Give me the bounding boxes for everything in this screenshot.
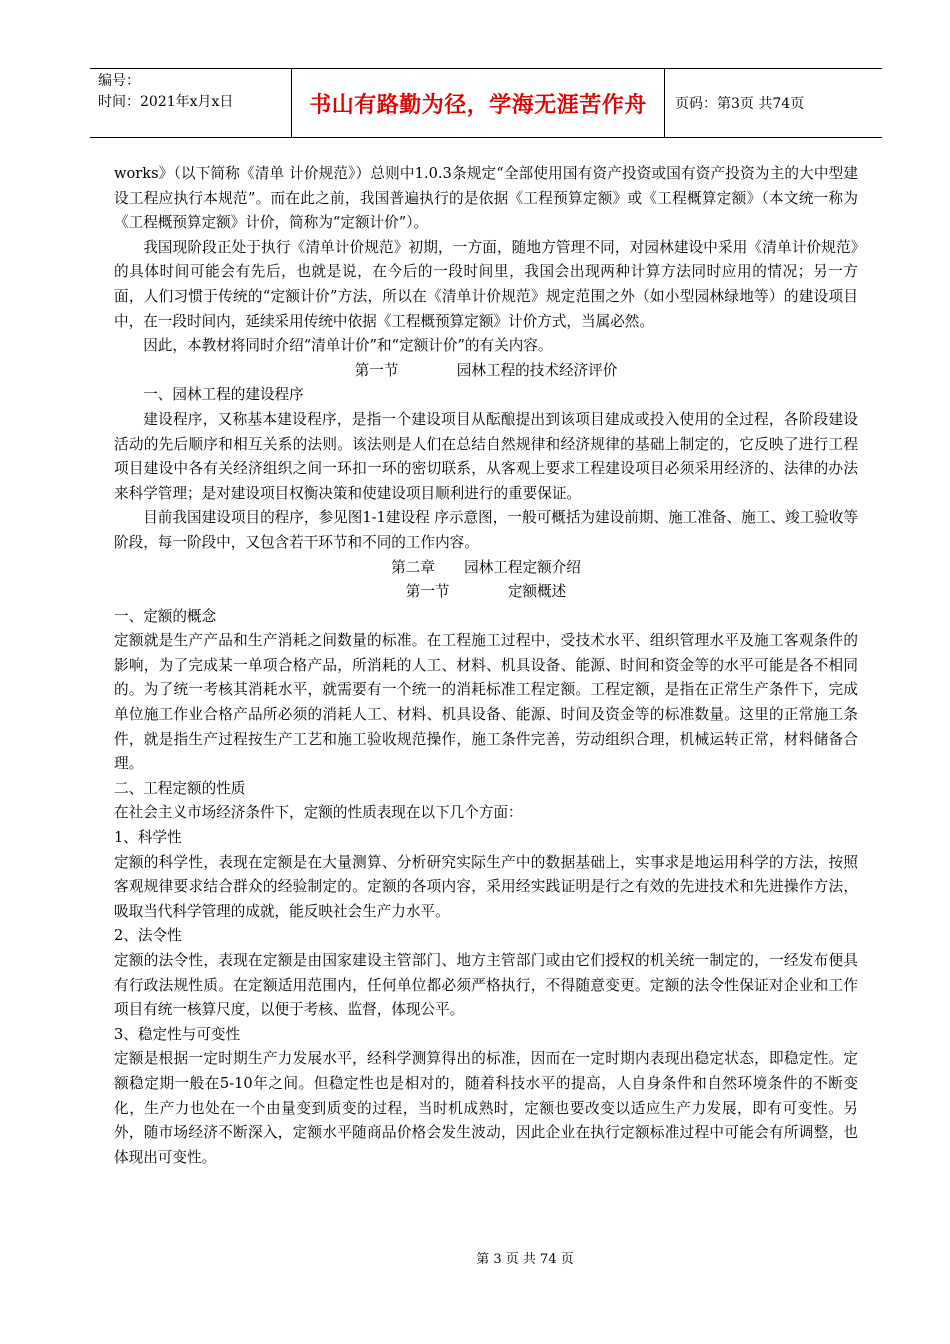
paragraph: 一、园林工程的建设程序 — [143, 386, 304, 404]
paragraph: 二、工程定额的性质 — [114, 779, 246, 797]
paragraph: 3、稳定性与可变性 — [114, 1025, 241, 1043]
footer-page-number: 第 3 页 共 74 页 — [476, 1252, 574, 1267]
paragraph: 在社会主义市场经济条件下，定额的性质表现在以下几个方面： — [114, 804, 523, 822]
paragraph: 2、法令性 — [114, 927, 182, 945]
document-body — [114, 162, 858, 1170]
paragraph: 定额的法令性，表现在定额是由国家建设主管部门、地方主管部门或由它们授权的机关统一制定的，一经发布便具有行政法规性质。在定额适用范围内，任何单位都必须严格执行，不得随意变更。定额的法令性保证对企业和工作项目有统一核算尺度，以便于考核、监督，体现公平。 — [114, 952, 858, 1019]
header-meta — [90, 69, 292, 137]
page-footer — [0, 1248, 950, 1267]
paragraph: 因此，本教材将同时介绍“清单计价”和“定额计价”的有关内容。 — [143, 337, 553, 355]
page-header — [90, 68, 882, 138]
header-motto-cell — [292, 69, 665, 137]
paragraph: 定额就是生产产品和生产消耗之间数量的标准。在工程施工过程中，受技术水平、组织管理水平及施工客观条件的影响，为了完成某一单项合格产品，所消耗的人工、材料、机具设备、能源、时间和资金等的水平可能是各不相同的。为了统一考核其消耗水平，就需要有一个统一的消耗标准工程定额。工程定额，是指在正常生产条件下，完成单位施工作业合格产品所必须的消耗人工、材料、机具设备、能源、时间及资金等的标准数量。这里的正常施工条件，就是指生产过程按生产工艺和施工验收规范操作，施工条件完善，劳动组织合理，机械运转正常，材料储备合理。 — [114, 632, 858, 773]
document-number-label: 编号： — [98, 73, 140, 89]
document-time-label: 时间：2021年x月x日 — [98, 94, 234, 110]
paragraph: 1、科学性 — [114, 829, 182, 847]
paragraph: 建设程序，又称基本建设程序，是指一个建设项目从酝酿提出到该项目建成或投入使用的全过程，各阶段建设活动的先后顺序和相互关系的法则。该法则是人们在总结自然规律和经济规律的基础上制定的，它反映了进行工程项目建设中各有关经济组织之间一环扣一环的密切联系，从客观上要求工程建设项目必须采用经济的、法律的办法来科学管理；是对建设项目权衡决策和使建设项目顺利进行的重要保证。 — [114, 410, 858, 502]
header-page-info-cell — [665, 69, 882, 137]
section-heading: 第二章 园林工程定额介绍 — [391, 558, 581, 576]
paragraph: works》（以下简称《清单 计价规范》）总则中1.0.3条规定“全部使用国有资产投资或国有资产投资为主的大中型建设工程应执行本规范”。而在此之前，我国普遍执行的是依据《工程预算定额》或《工程概算定额》（本文统一称为《工程概预算定额》计价，简称为“定额计价”）。 — [114, 165, 858, 232]
section-heading: 第一节 定额概述 — [405, 583, 567, 601]
paragraph: 定额的科学性，表现在定额是在大量测算、分析研究实际生产中的数据基础上，实事求是地运用科学的方法，按照客观规律要求结合群众的经验制定的。定额的各项内容，采用经实践证明是行之有效的先进技术和先进操作方法，吸取当代科学管理的成就，能反映社会生产力水平。 — [114, 853, 858, 920]
paragraph: 我国现阶段正处于执行《清单计价规范》初期，一方面，随地方管理不同，对园林建设中采用《清单计价规范》的具体时间可能会有先后，也就是说，在今后的一段时间里，我国会出现两种计算方法同时应用的情况；另一方面，人们习惯于传统的“定额计价”方法，所以在《清单计价规范》规定范围之外（如小型园林绿地等）的建设项目中，在一段时间内，延续采用传统中依据《工程概预算定额》计价方式，当属必然。 — [114, 238, 858, 330]
section-heading: 第一节 园林工程的技术经济评价 — [354, 361, 618, 379]
paragraph: 定额是根据一定时期生产力发展水平，经科学测算得出的标准，因而在一定时期内表现出稳定状态，即稳定性。定额稳定期一般在5-10年之间。但稳定性也是相对的，随着科技水平的提高，人自身条件和自然环境条件的不断变化，生产力也处在一个由量变到质变的过程，当时机成熟时，定额也要改变以适应生产力发展，即有可变性。另外，随市场经济不断深入，定额水平随商品价格会发生波动，因此企业在执行定额标准过程中可能会有所调整，也体现出可变性。 — [114, 1050, 858, 1166]
paragraph: 目前我国建设项目的程序，参见图1-1建设程 序示意图，一般可概括为建设前期、施工准备、施工、竣工验收等阶段，每一阶段中，又包含若干环节和不同的工作内容。 — [114, 509, 858, 551]
paragraph: 一、定额的概念 — [114, 607, 217, 625]
header-page-info: 页码：第3页 共74页 — [675, 96, 805, 112]
header-motto: 书山有路勤为径，学海无涯苦作舟 — [309, 91, 647, 118]
